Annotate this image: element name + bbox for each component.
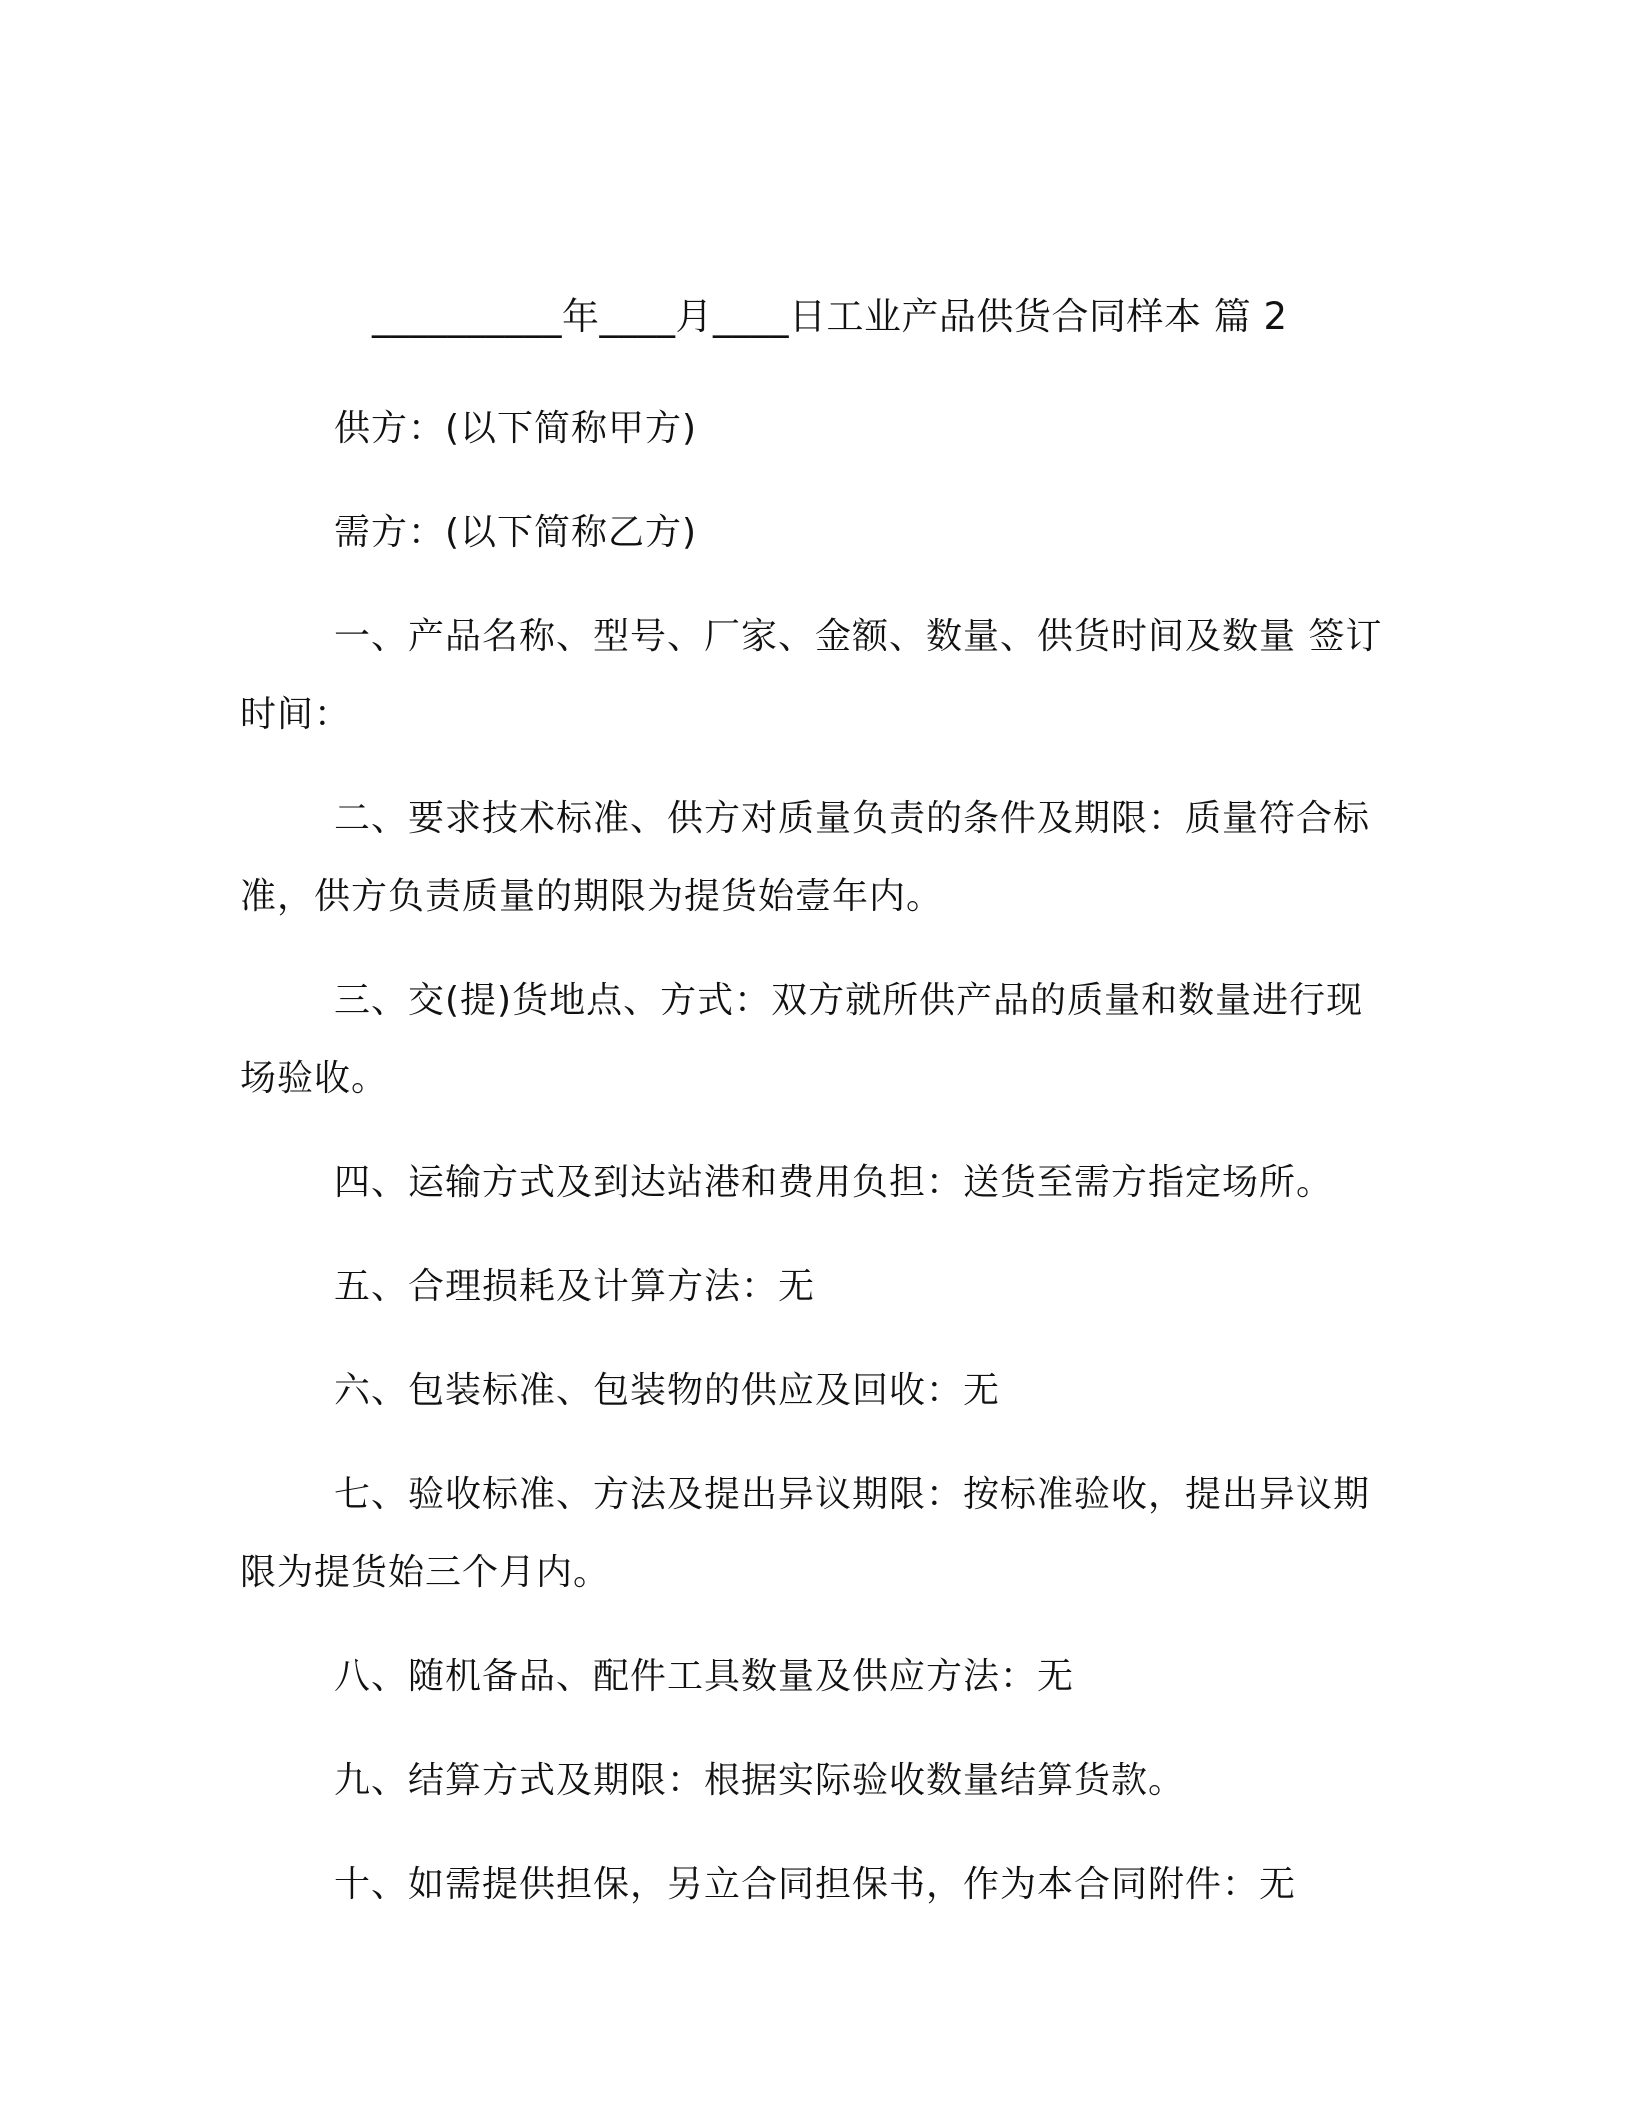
clause-1: 一、产品名称、型号、厂家、金额、数量、供货时间及数量 签订时间： <box>240 616 1383 735</box>
clause-10: 十、如需提供担保，另立合同担保书，作为本合同附件：无 <box>334 1864 1297 1905</box>
paragraph-supplier: 供方：(以下简称甲方) <box>334 408 698 449</box>
document-body <box>240 390 1390 1950</box>
paragraph-buyer: 需方：(以下简称乙方) <box>334 512 698 553</box>
clause-9: 九、结算方式及期限：根据实际验收数量结算货款。 <box>334 1760 1186 1801</box>
document-title: __________年____月____日工业产品供货合同样本 篇 2 <box>372 295 1288 338</box>
clause-8: 八、随机备品、配件工具数量及供应方法：无 <box>334 1656 1075 1697</box>
clause-6: 六、包装标准、包装物的供应及回收：无 <box>334 1370 1001 1411</box>
clause-7: 七、验收标准、方法及提出异议期限：按标准验收，提出异议期限为提货始三个月内。 <box>240 1474 1371 1593</box>
clause-2: 二、要求技术标准、供方对质量负责的条件及期限：质量符合标准，供方负责质量的期限为提货始壹年内。 <box>240 798 1371 917</box>
clause-4: 四、运输方式及到达站港和费用负担：送货至需方指定场所。 <box>334 1162 1334 1203</box>
clause-5: 五、合理损耗及计算方法：无 <box>334 1266 816 1307</box>
clause-3: 三、交(提)货地点、方式：双方就所供产品的质量和数量进行现场验收。 <box>240 980 1364 1099</box>
